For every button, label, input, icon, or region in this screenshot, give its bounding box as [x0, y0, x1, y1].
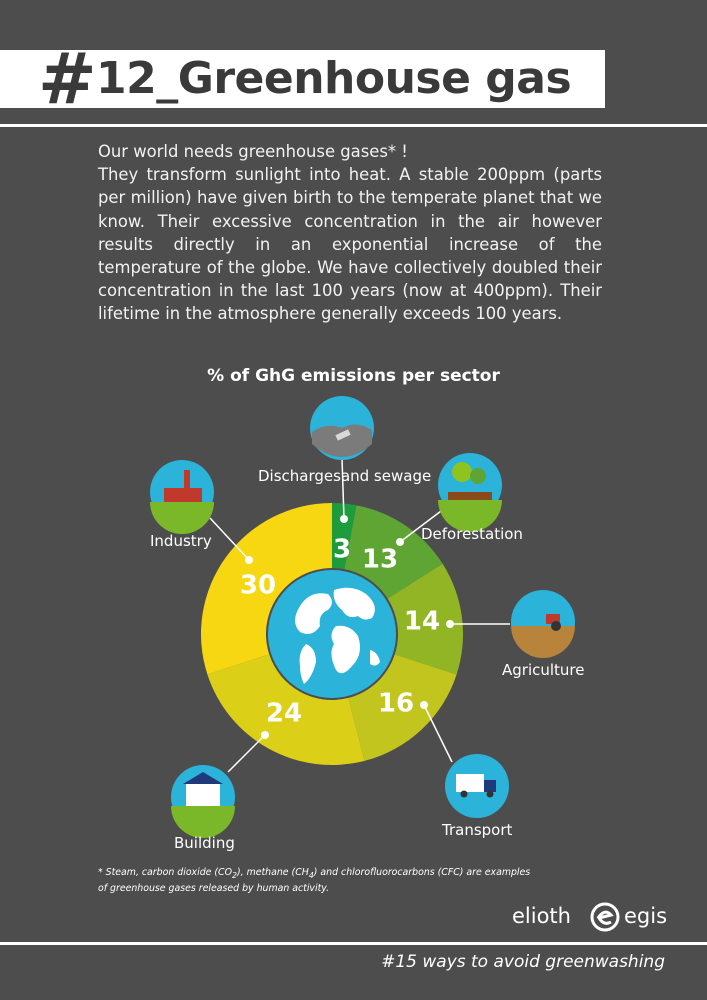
value-label-4: 24: [265, 698, 303, 729]
logos: [512, 900, 672, 940]
egis-logo-icon: [590, 902, 620, 932]
footnote: [98, 866, 618, 895]
leader-dot-1: [396, 538, 404, 546]
value-label-0: 3: [332, 534, 352, 565]
factory-body: [164, 488, 202, 502]
footnote-sub1: 2: [232, 870, 237, 880]
factory-ground: [150, 502, 214, 534]
hash-mark: #: [38, 38, 97, 120]
intro-lead: Our world needs greenhouse gases* !: [98, 142, 408, 161]
leader-dot-2: [446, 620, 454, 628]
value-label-5: 30: [239, 570, 277, 601]
footnote-part3: ) and chlorofluorocarbons (CFC) are examples: [313, 867, 531, 878]
agri-field: [511, 626, 575, 658]
value-label-1: 13: [361, 544, 399, 575]
label-sewage: Dischargesand sewage: [258, 467, 432, 485]
label-agriculture: Agriculture: [502, 661, 585, 679]
label-building: Building: [174, 834, 235, 852]
footnote-line2: of greenhouse gases released by human activity.: [98, 882, 330, 894]
tree-2: [470, 468, 486, 484]
building-body: [186, 784, 220, 806]
truck-box: [456, 774, 484, 792]
label-transport: Transport: [442, 821, 513, 839]
leader-dot-0: [340, 515, 348, 523]
page-title: 12_Greenhouse gas: [96, 53, 572, 104]
value-label-3: 16: [377, 688, 415, 719]
footnote-sub2: 4: [308, 870, 314, 880]
egis-logo: egis: [624, 904, 668, 928]
label-deforestation: Deforestation: [421, 525, 523, 543]
logs: [448, 492, 492, 500]
leader-line-3: [424, 705, 452, 762]
leader-dot-3: [420, 701, 428, 709]
tagline: #15 ways to avoid greenwashing: [381, 952, 665, 972]
tree-1: [452, 462, 472, 482]
tractor-wheel: [551, 621, 561, 631]
truck-cab: [484, 780, 496, 792]
bottom-divider: [0, 942, 707, 945]
leader-dot-5: [245, 556, 253, 564]
leader-line-4: [228, 735, 265, 772]
leader-dot-4: [261, 731, 269, 739]
value-label-2: 14: [403, 606, 441, 637]
intro-body: They transform sunlight into heat. A stable 200ppm (parts per million) have given birth to the temperate planet that we know. Their excessive concentration in the air however results directly in an exponential increase of the temperature of the globe. We have collectively doubled their concentration in the last 100 years (now at 400ppm). Their lifetime in the atmosphere generally exceeds 100 years.: [98, 165, 602, 324]
footnote-part2: ), methane (CH: [236, 867, 309, 878]
elioth-logo: elioth: [512, 904, 571, 928]
factory-chimney: [184, 470, 190, 488]
chart-title: % of GhG emissions per sector: [207, 366, 500, 386]
label-industry: Industry: [150, 532, 212, 550]
truck-wheel-1: [461, 791, 468, 798]
footnote-part1: * Steam, carbon dioxide (CO: [98, 867, 232, 878]
truck-wheel-2: [487, 791, 494, 798]
